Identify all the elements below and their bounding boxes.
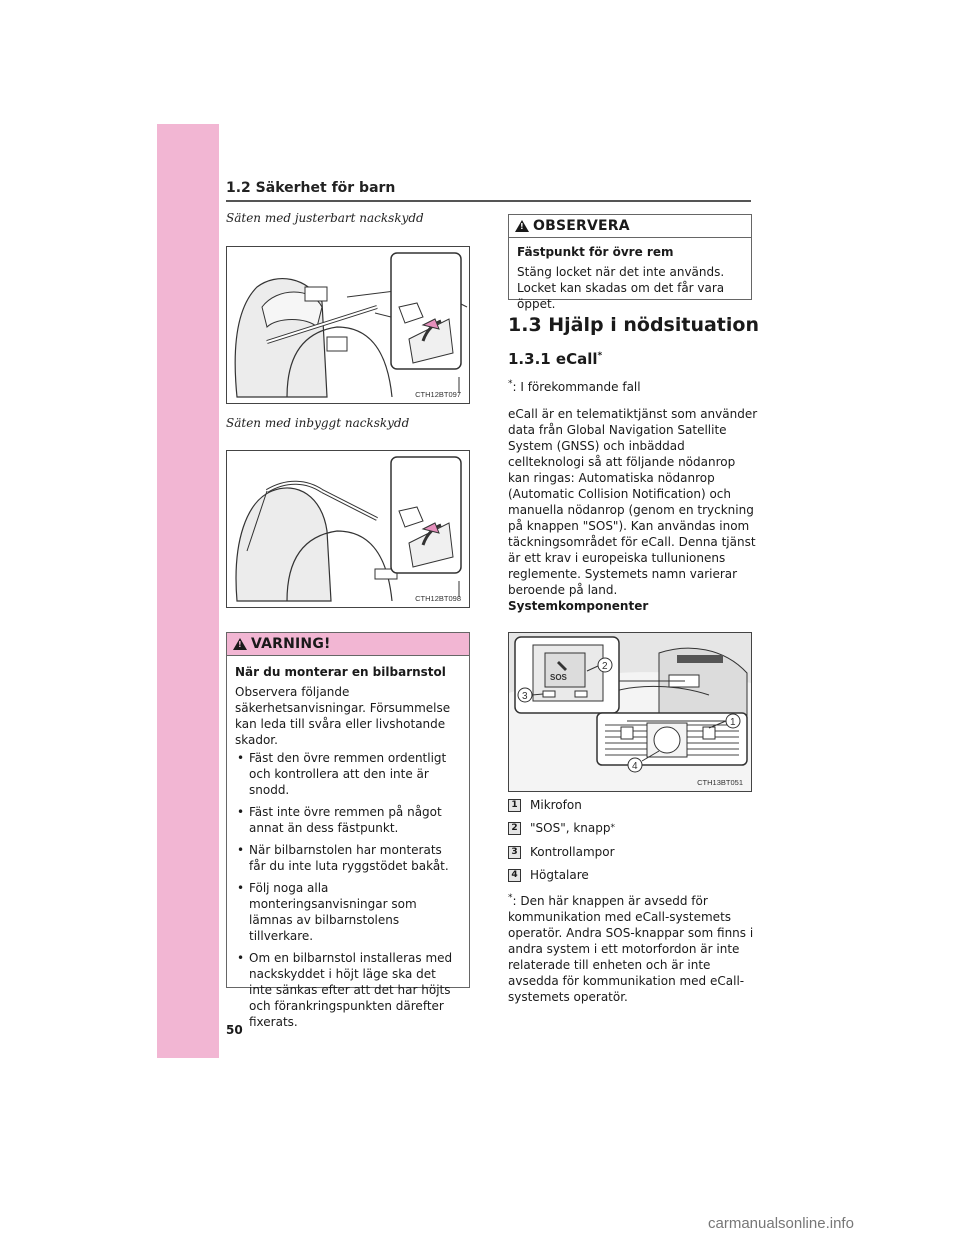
figure2-caption: Säten med inbyggt nackskydd — [226, 416, 410, 430]
warning-icon: ! — [233, 638, 247, 650]
warning-intro: Observera följande säkerhetsanvisningar. Försummelse kan leda till svåra eller livshotande skador. — [235, 685, 451, 747]
figure-adjustable-headrest — [226, 246, 470, 404]
legend-item-sos-button — [508, 821, 615, 835]
legend-text: Kontrollampor — [530, 845, 615, 859]
section-header: 1.2 Säkerhet för barn — [226, 180, 396, 196]
figure-integrated-headrest — [226, 450, 470, 608]
footnote-asterisk: * — [508, 893, 513, 903]
note-heading: Fästpunkt för övre rem — [517, 245, 674, 259]
components-subheading: Systemkomponenter — [508, 599, 649, 613]
footnote-availability-text: : I förekommande fall — [512, 380, 641, 394]
caution-icon: ! — [515, 220, 529, 232]
warning-item: • När bilbarnstolen har monterats får du inte luta ryggstödet bakåt. — [235, 842, 461, 874]
footnote-sos-text: : Den här knappen är avsedd för kommunikation med eCall-systemets operatör. Andra SOS-knappar som finns i andra system i ett motorfordon är inte relaterade till enheten och är inte avsedda för kommunikation med eCall-systemets operatör. — [508, 894, 754, 1004]
figure1-code: CTH12BT097 — [415, 390, 461, 399]
chapter-sidebar — [157, 124, 219, 1058]
chapter-heading: 1.3 Hjälp i nödsituation — [508, 314, 759, 336]
callout-4: 4 — [632, 761, 638, 772]
header-band — [219, 124, 751, 174]
section-heading — [508, 350, 602, 368]
figure2-code: CTH12BT098 — [415, 594, 461, 603]
legend-number: 3 — [508, 846, 521, 859]
legend-number: 4 — [508, 869, 521, 882]
note-text: Stäng locket när det inte används. Locket kan skadas om det får vara öppet. — [517, 265, 725, 311]
note-box — [508, 214, 752, 311]
legend-text: Högtalare — [530, 868, 589, 882]
footnote-sos-button — [508, 890, 758, 1005]
header-rule — [226, 200, 751, 202]
watermark: carmanualsonline.info — [708, 1215, 854, 1232]
callout-3: 3 — [522, 691, 528, 702]
callout-1: 1 — [730, 717, 736, 728]
callout-2: 2 — [602, 661, 608, 672]
legend-asterisk: * — [610, 823, 615, 833]
footnote-asterisk: * — [508, 379, 513, 389]
legend-item-speaker — [508, 868, 589, 882]
legend-text: Mikrofon — [530, 798, 582, 812]
figure-ecall-components — [508, 632, 752, 792]
figure3-code: CTH13BT051 — [697, 778, 743, 787]
figure1-caption: Säten med justerbart nackskydd — [226, 211, 424, 225]
legend-number: 2 — [508, 822, 521, 835]
warning-title: VARNING! — [251, 636, 331, 652]
warning-list — [235, 750, 461, 1030]
ecall-description: eCall är en telematiktjänst som använder data från Global Navigation Satellite System (GNSS) och inbäddad cellteknologi så att följande nödanrop kan ringas: Automatiska nödanrop (Automatic Collision Notification) och manuella nödanrop (genom en tryckning på knappen "SOS"). Kan användas inom täckningsområdet för eCall. Denna tjänst är ett krav i europeiska tullunionens reglemente. Systemets namn varierar beroende på land. — [508, 407, 758, 597]
page-number: 50 — [226, 1023, 243, 1037]
warning-box — [226, 632, 470, 1029]
warning-item: • Om en bilbarnstol installeras med nackskyddet i höjt läge ska det inte sänkas efter att det har höjts och förankringspunkten därefter fixerats. — [235, 950, 461, 1030]
section-heading-text: 1.3.1 eCall — [508, 350, 598, 368]
warning-item: • Fäst den övre remmen ordentligt och kontrollera att den inte är snodd. — [235, 750, 461, 798]
legend-number: 1 — [508, 799, 521, 812]
legend-item-indicators — [508, 845, 615, 859]
legend-item-microphone — [508, 798, 582, 812]
legend-text: "SOS", knapp — [530, 821, 611, 835]
note-title: OBSERVERA — [533, 218, 630, 234]
sos-button-label: SOS — [550, 673, 567, 682]
warning-item: • Fäst inte övre remmen på något annat än dess fästpunkt. — [235, 804, 461, 836]
warning-heading: När du monterar en bilbarnstol — [235, 665, 446, 679]
warning-item: • Följ noga alla monteringsanvisningar som lämnas av bilbarnstolens tillverkare. — [235, 880, 461, 944]
note-title-bar — [509, 215, 751, 238]
section-heading-asterisk: * — [597, 351, 603, 361]
warning-title-bar — [227, 633, 469, 656]
footnote-availability — [508, 376, 758, 395]
